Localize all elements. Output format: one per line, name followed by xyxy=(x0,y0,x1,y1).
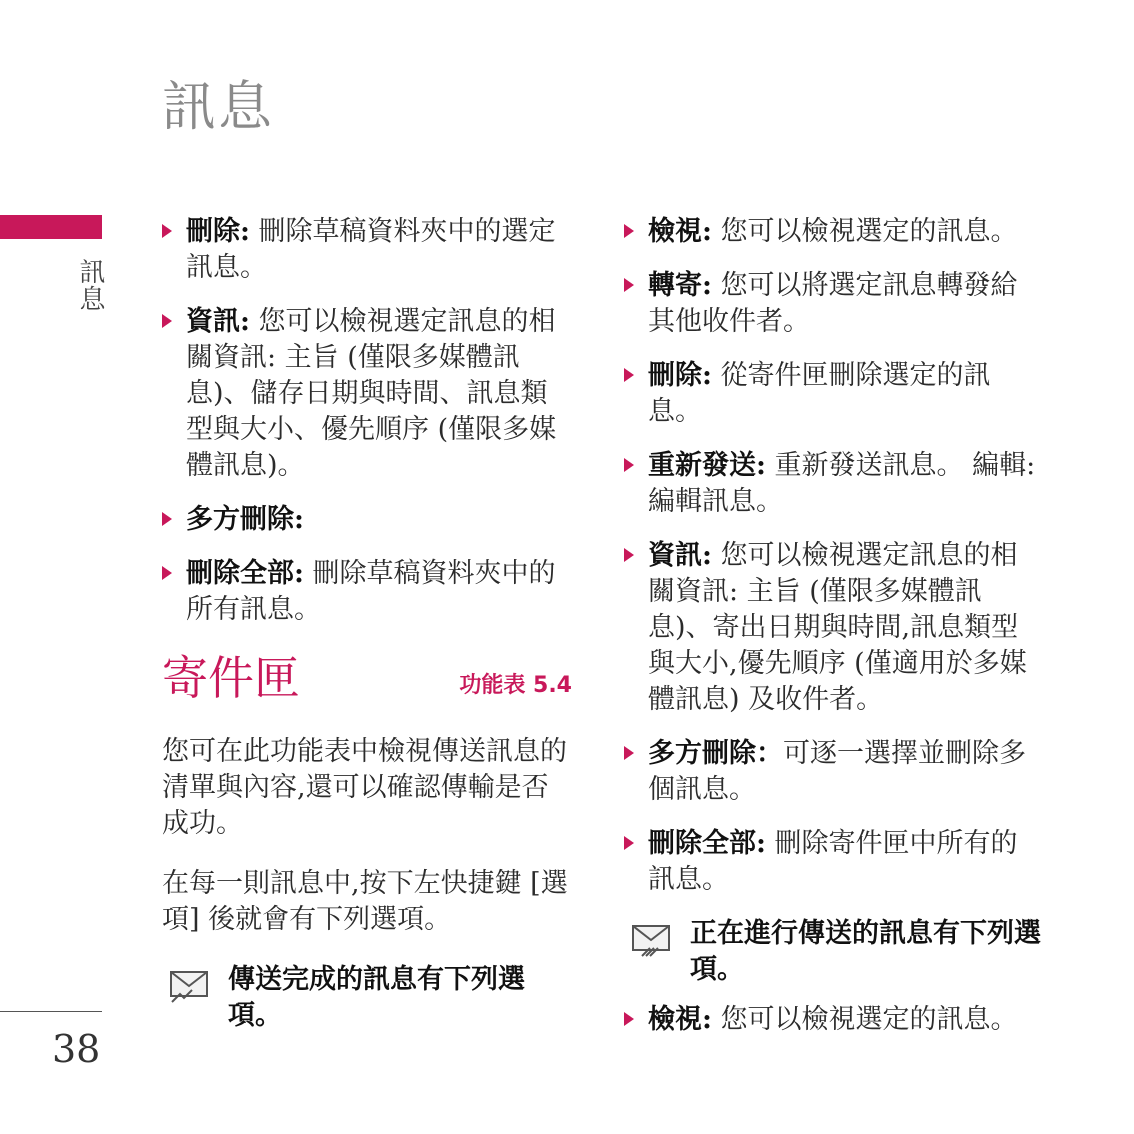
list-item: 檢視: 您可以檢視選定的訊息。 xyxy=(624,214,1044,250)
item-text: 您可以檢視選定訊息的相關資訊: 主旨 (僅限多媒體訊息)、寄出日期與時間,訊息類型與大小,優先順序 (僅適用於多媒體訊息) 及收件者。 xyxy=(648,540,1027,715)
item-term: 刪除全部 xyxy=(648,828,756,859)
item-term: 資訊 xyxy=(648,540,702,571)
section-tab-bar xyxy=(0,215,102,239)
item-term: 轉寄 xyxy=(648,270,702,301)
bullet-arrow-icon xyxy=(624,368,634,382)
section-heading xyxy=(162,650,572,710)
menu-reference: 功能表 5.4 xyxy=(459,673,572,698)
item-text: 您可以檢視選定的訊息。 xyxy=(711,1004,1018,1035)
list-item: 刪除: 從寄件匣刪除選定的訊息。 xyxy=(624,358,1044,430)
bullet-arrow-icon xyxy=(162,314,172,328)
list-item: 資訊: 您可以檢視選定訊息的相關資訊: 主旨 (僅限多媒體訊息)、儲存日期與時間、訊息類型與大小、優先順序 (僅限多媒體訊息)。 xyxy=(162,304,572,484)
list-item: 轉寄: 您可以將選定訊息轉發給其他收件者。 xyxy=(624,268,1044,340)
bullet-arrow-icon xyxy=(624,746,634,760)
bullet-arrow-icon xyxy=(162,566,172,580)
section-title: 寄件匣 xyxy=(162,651,300,705)
page-title: 訊息 xyxy=(162,75,274,138)
item-term: 多方刪除 xyxy=(186,504,294,535)
item-term: 刪除 xyxy=(186,216,240,247)
item-term: 刪除 xyxy=(648,360,702,391)
item-term: 多方刪除 xyxy=(648,738,756,769)
item-term: 檢視 xyxy=(648,1004,702,1035)
bullet-arrow-icon xyxy=(624,458,634,472)
bullet-arrow-icon xyxy=(162,512,172,526)
paragraph: 您可在此功能表中檢視傳送訊息的清單與內容,還可以確認傳輸是否成功。 xyxy=(162,736,567,839)
paragraph: 在每一則訊息中,按下左快捷鍵 [選項] 後就會有下列選項。 xyxy=(162,868,568,935)
item-text: 您可以將選定訊息轉發給其他收件者。 xyxy=(648,270,1018,337)
right-column xyxy=(624,214,1044,1056)
list-item: 多方刪除: xyxy=(162,502,572,538)
item-text: 可逐一選擇並刪除多個訊息。 xyxy=(648,738,1026,805)
list-item: 多方刪除：可逐一選擇並刪除多個訊息。 xyxy=(624,736,1044,808)
list-item: 檢視: 您可以檢視選定的訊息。 xyxy=(624,1002,1044,1038)
left-column xyxy=(162,214,572,1034)
note-text: 正在進行傳送的訊息有下列選項。 xyxy=(690,918,1041,985)
list-item: 重新發送: 重新發送訊息。 編輯: 編輯訊息。 xyxy=(624,448,1044,520)
item-text: 刪除寄件匣中所有的訊息。 xyxy=(648,828,1018,895)
item-term: 資訊 xyxy=(186,306,240,337)
item-term: 重新發送 xyxy=(648,450,756,481)
bullet-arrow-icon xyxy=(624,548,634,562)
item-text: 您可以檢視選定的訊息。 xyxy=(711,216,1018,247)
section-tab-label: 訊息 xyxy=(75,258,105,312)
item-text: 刪除草稿資料夾中的選定訊息。 xyxy=(186,216,556,283)
item-term: 刪除全部 xyxy=(186,558,294,589)
sent-message-icon xyxy=(170,968,212,1004)
item-text: 從寄件匣刪除選定的訊息。 xyxy=(648,360,991,427)
item-text: 重新發送訊息。 編輯: 編輯訊息。 xyxy=(648,450,1036,517)
bullet-arrow-icon xyxy=(624,224,634,238)
bullet-arrow-icon xyxy=(162,224,172,238)
list-item: 刪除全部: 刪除寄件匣中所有的訊息。 xyxy=(624,826,1044,898)
bullet-arrow-icon xyxy=(624,278,634,292)
list-item: 資訊: 您可以檢視選定訊息的相關資訊: 主旨 (僅限多媒體訊息)、寄出日期與時間,訊息類型與大小,優先順序 (僅適用於多媒體訊息) 及收件者。 xyxy=(624,538,1044,718)
page-number: 38 xyxy=(52,1027,101,1071)
note xyxy=(624,916,1044,988)
bullet-arrow-icon xyxy=(624,1012,634,1026)
note-text: 傳送完成的訊息有下列選項。 xyxy=(228,964,525,1031)
item-term: 檢視 xyxy=(648,216,702,247)
list-item: 刪除: 刪除草稿資料夾中的選定訊息。 xyxy=(162,214,572,286)
sending-message-icon xyxy=(632,922,674,958)
item-text: 您可以檢視選定訊息的相關資訊: 主旨 (僅限多媒體訊息)、儲存日期與時間、訊息類型與大小、優先順序 (僅限多媒體訊息)。 xyxy=(186,306,557,481)
bullet-arrow-icon xyxy=(624,836,634,850)
item-text: 刪除草稿資料夾中的所有訊息。 xyxy=(186,558,556,625)
list-item: 刪除全部: 刪除草稿資料夾中的所有訊息。 xyxy=(162,556,572,628)
footer-rule xyxy=(0,1011,102,1012)
note xyxy=(162,962,572,1034)
